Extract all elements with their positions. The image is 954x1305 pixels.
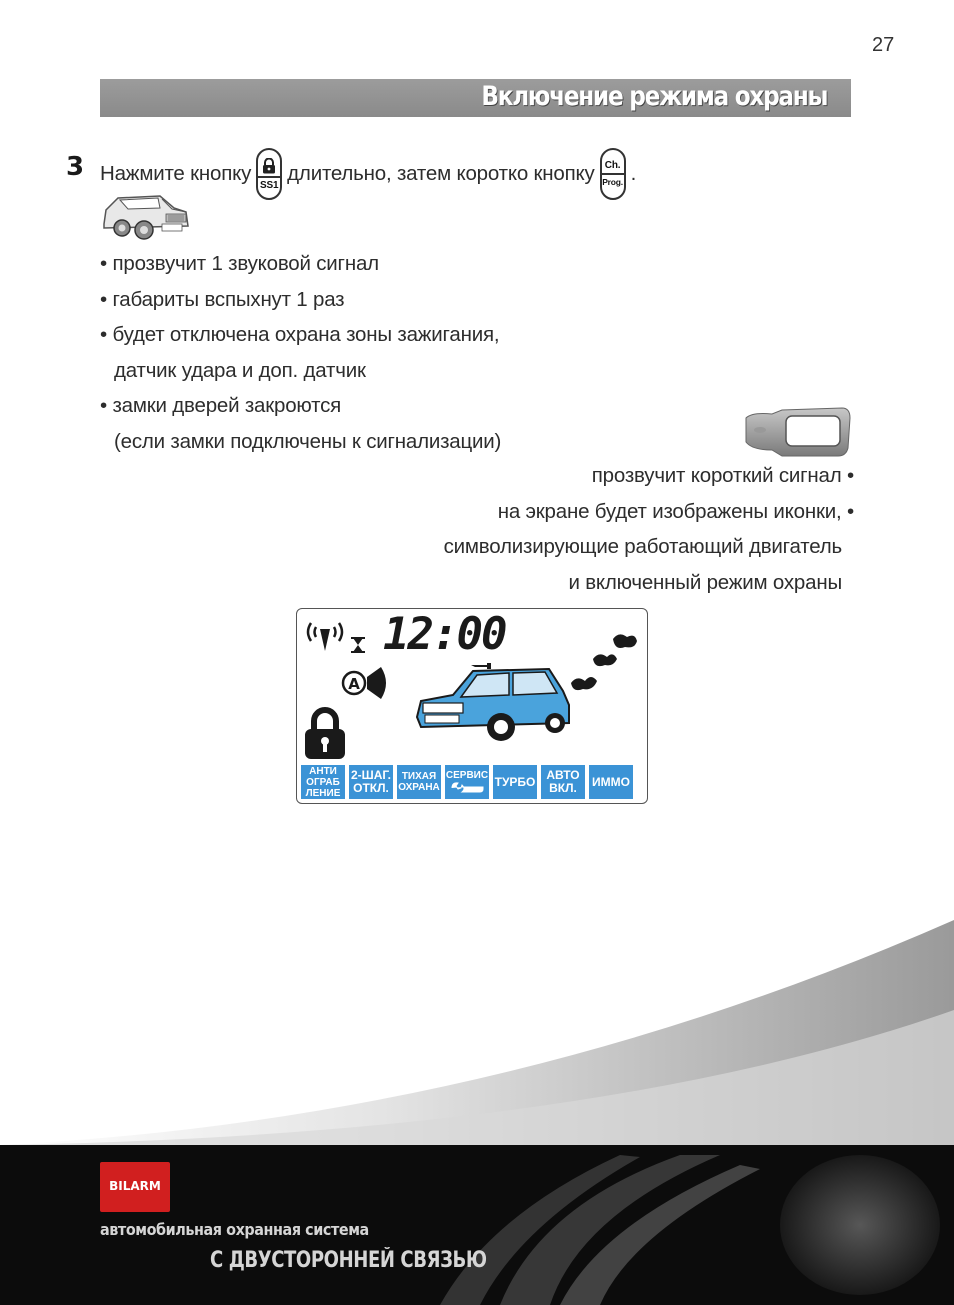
mode-line: ТУРБО — [494, 774, 536, 789]
mode-icons-row — [301, 765, 633, 799]
car-icon — [100, 190, 190, 242]
wrench-icon — [450, 781, 484, 795]
mode-anti-robbery — [301, 765, 345, 799]
brand-logo — [100, 1162, 170, 1212]
ch-prog-key-icon — [600, 148, 626, 200]
footer-tagline: автомобильная охранная система — [100, 1220, 369, 1239]
key-label-ss1: SS1 — [260, 179, 279, 191]
mode-line: АВТО — [546, 768, 580, 782]
antenna-signal-icon — [303, 619, 347, 653]
bullet-continuation: (если замки подключены к сигнализации) — [114, 429, 502, 453]
mode-line: ТИХАЯ — [401, 771, 437, 782]
hourglass-icon — [351, 637, 365, 653]
bullet-continuation: датчик удара и доп. датчик — [114, 358, 366, 382]
key-label-prog: Prog. — [602, 177, 623, 187]
step-text-after: . — [630, 162, 637, 185]
step-number: 3 — [66, 152, 85, 182]
exhaust-smoke-icon — [569, 631, 641, 695]
mode-line: АНТИ — [309, 765, 337, 777]
bullet-item: • будет отключена охрана зоны зажигания, — [100, 323, 500, 346]
bullet-item: • габариты вспыхнут 1 раз — [100, 287, 345, 311]
auto-letter: A — [348, 675, 360, 693]
mode-service — [445, 765, 489, 799]
mode-line: ОГРАБ — [306, 776, 340, 788]
step-text-middle: длительно, затем коротко кнопку — [287, 162, 595, 185]
key-divider — [258, 176, 280, 178]
mode-auto-start — [541, 765, 585, 799]
key-label-ch: Ch. — [604, 160, 621, 171]
ss1-key-icon — [256, 148, 282, 200]
mode-immo — [589, 765, 633, 799]
car-bullet-list — [100, 246, 501, 459]
bullet-continuation: и включенный режим охраны — [568, 570, 842, 594]
bullet-item: на экране будет изображены иконки, • — [497, 499, 854, 523]
bullet-item: • прозвучит 1 звуковой сигнал — [100, 252, 379, 275]
auto-siren-icon — [341, 661, 393, 705]
mode-line: ВКЛ. — [549, 781, 577, 795]
bullet-item: прозвучит короткий сигнал • — [591, 464, 854, 487]
lcd-display — [296, 608, 648, 804]
lock-icon — [262, 158, 276, 174]
bullet-continuation: символизирующие работающий двигатель — [443, 535, 842, 558]
lcd-time: 12:00 — [383, 609, 506, 660]
padlock-icon — [303, 705, 347, 761]
decorative-waves — [380, 1145, 954, 1305]
remote-bullet-list — [444, 458, 854, 600]
page-number: 27 — [872, 34, 895, 56]
decorative-swoosh — [0, 900, 954, 1150]
mode-line: ОХРАНА — [398, 782, 440, 793]
step-text-before: Нажмите кнопку — [100, 162, 252, 185]
mode-two-step — [349, 765, 393, 799]
brand-name: BILARM — [109, 1179, 161, 1193]
section-title-bar — [100, 79, 851, 117]
mode-line: 2-ШАГ. — [350, 768, 392, 782]
key-divider — [602, 173, 624, 175]
remote-fob-icon — [742, 404, 852, 460]
mode-line: ОТКЛ. — [353, 781, 389, 795]
bullet-item: • замки дверей закроются — [100, 394, 342, 417]
mode-turbo — [493, 765, 537, 799]
footer-tagline-caps: С ДВУСТОРОННЕЙ СВЯЗЬЮ — [210, 1248, 487, 1273]
section-title: Включение режима охраны — [481, 81, 827, 112]
mode-silent-arm — [397, 765, 441, 799]
mode-line: СЕРВИС — [445, 769, 489, 781]
mode-line: ЛЕНИЕ — [305, 787, 341, 799]
blue-car-icon — [413, 661, 573, 751]
mode-line: ИММО — [592, 774, 630, 789]
